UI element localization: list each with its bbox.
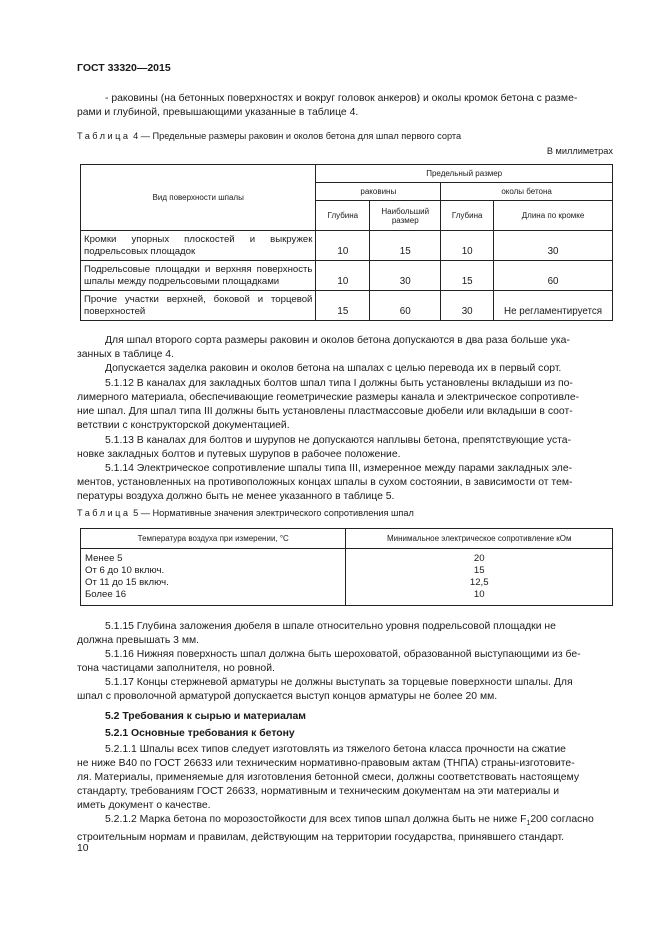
text-line: - раковины (на бетонных поверхностях и вокруг головок анкеров) и околы кромок бетона с разме- [105,93,578,104]
intro-paragraph [77,92,613,120]
row-label: Кромки упорных плоскостей и выкружек подрельсовых площадок [81,231,316,261]
text-line: тона частицами заполнителя, но ровной. [77,663,275,674]
paragraph-5-1-16 [77,648,613,676]
cell-value: 10 [316,231,370,261]
text-line: 5.1.14 Электрическое сопротивление шпалы типа III, измеренное между парами закладных эле- [105,463,573,474]
text-line: рами и глубиной, превышающими указанные в таблице 4. [77,107,359,118]
page-number: 10 [77,843,89,854]
header-temperature: Температура воздуха при измерении, °С [81,529,346,549]
list-item: Менее 5 [85,553,123,564]
paragraph-5-2-1-1 [77,743,613,813]
paragraph-5-1-12 [77,377,613,433]
header-edge-length: Длина по кромке [494,201,613,231]
header-chips: околы бетона [441,183,613,201]
text-line: строительным нормам и правилам, действующим на территории государства, принявшего стандарт. [77,832,565,844]
caption-text: 5 — Нормативные значения электрического сопротивления шпал [133,508,414,518]
table-row [81,231,613,261]
caption-prefix: Таблица [77,508,131,518]
cell-value: 15 [441,261,494,291]
text-line: 5.1.12 В каналах для закладных болтов шпал типа I должны быть установлены вкладыши из по- [105,378,573,389]
list-item: Более 16 [85,589,127,600]
paragraph-5-2-1-2 [77,813,613,845]
text-line: 5.1.15 Глубина заложения дюбеля в шпале относительно уровня подрельсовой площадки не [105,621,556,632]
table5-caption [77,508,414,518]
temperature-column [81,549,346,606]
header-limit-size: Предельный размер [316,165,613,183]
document-header: ГОСТ 33320—2015 [77,62,171,74]
subscript: 1 [526,820,531,828]
table4-units: В миллиметрах [546,146,613,156]
row-label: Подрельсовые площадки и верхняя поверхность шпалы между подрельсовыми площадками [81,261,316,291]
text-line: ветствии с конструкторской документацией. [77,420,290,431]
text-fragment: 5.2.1.2 Марка бетона по морозостойкости для всех типов шпал должна быть не ниже F [105,814,527,825]
text-line: ние шпал. Для шпал типа III должны быть установлены пластмассовые дюбели или вкладыши в соот- [77,406,573,417]
resistance-column [346,549,613,606]
text-line: новке закладных болтов и путевых шурупов в рабочее положение. [77,449,401,460]
text-line: 5.1.16 Нижняя поверхность шпал должна быть шероховатой, образованной выступающими из бе- [105,649,581,660]
text-line: шпал с проволочной арматурой допускается выступ концов арматуры не более 20 мм. [77,691,498,702]
text-line: 5.2.1.1 Шпалы всех типов следует изготовлять из тяжелого бетона класса прочности на сжатие [105,744,566,755]
text-line: Допускается заделка раковин и околов бетона на шпалах с целью перевода их в первый сорт. [105,363,562,374]
caption-prefix: Таблица [77,131,131,141]
header-depth: Глубина [441,201,494,231]
paragraph-5-1-17 [77,676,613,704]
cell-value: 60 [494,261,613,291]
list-item: 15 [473,565,485,576]
header-surface-kind: Вид поверхности шпалы [81,165,316,231]
text-line: ментов, установленных на противоположных концах шпалы в сухом состоянии, в зависимости от тем- [77,477,573,488]
text-fragment: 200 согласно [530,814,594,825]
table5 [80,528,613,606]
list-item: От 6 до 10 включ. [85,565,165,576]
section-heading-5-2-1: 5.2.1 Основные требования к бетону [105,728,295,739]
text-line: лимерного материала, обеспечивающие геометрические размеры канала и электрическое сопротивле- [77,392,580,403]
text-line: не ниже В40 по ГОСТ 26633 или техническим нормативно-правовым актам (ТНПА) страны-изготовите- [77,758,575,769]
table4 [80,164,613,321]
text-line: 5.1.13 В каналах для болтов и шурупов не допускаются наплывы бетона, препятствующие уста- [105,435,572,446]
text-line: пературы воздуха должно быть не менее указанного в таблице 5. [77,491,395,502]
header-max-size: Наибольший размер [370,201,441,231]
cell-value: 15 [370,231,441,261]
caption-text: 4 — Предельные размеры раковин и околов бетона для шпал первого сорта [133,131,462,141]
header-depth: Глубина [316,201,370,231]
table-row [81,261,613,291]
list-item: 20 [473,553,485,564]
cell-value: 60 [370,291,441,321]
cell-value: 30 [441,291,494,321]
cell-value: 10 [316,261,370,291]
paragraph-5-1-15 [77,620,613,648]
text-line: 5.1.17 Концы стержневой арматуры не должны выступать за торцевые поверхности шпалы. Для [105,677,573,688]
cell-value: 10 [441,231,494,261]
list-item: От 11 до 15 включ. [85,577,169,588]
paragraph-5-1-13 [77,434,613,462]
header-resistance: Минимальное электрическое сопротивление кОм [346,529,613,549]
section-heading-5-2: 5.2 Требования к сырью и материалам [105,711,306,722]
list-item: 10 [473,589,485,600]
text-line: должна превышать 3 мм. [77,635,199,646]
table-row [81,291,613,321]
row-label: Прочие участки верхней, боковой и торцевой поверхностей [81,291,316,321]
text-line: занных в таблице 4. [77,349,174,360]
text-line [77,813,613,831]
cell-value: Не регламентируется [494,291,613,321]
list-item: 12,5 [469,577,489,588]
paragraph-5-1-14 [77,462,613,504]
text-line: Для шпал второго сорта размеры раковин и околов бетона допускаются в два раза больше ука- [105,335,570,346]
text-line: стандарту, требованиям ГОСТ 26633, нормативным и техническим документам на эти материалы и [77,786,560,797]
cell-value: 30 [370,261,441,291]
paragraph-second-grade [77,334,613,376]
header-shells: раковины [316,183,441,201]
cell-value: 30 [494,231,613,261]
cell-value: 15 [316,291,370,321]
text-line: ля. Материалы, применяемые для изготовления бетонной смеси, должны соответствовать настоящему [77,772,580,783]
table4-caption [77,131,461,141]
text-line: иметь документ о качестве. [77,800,211,811]
